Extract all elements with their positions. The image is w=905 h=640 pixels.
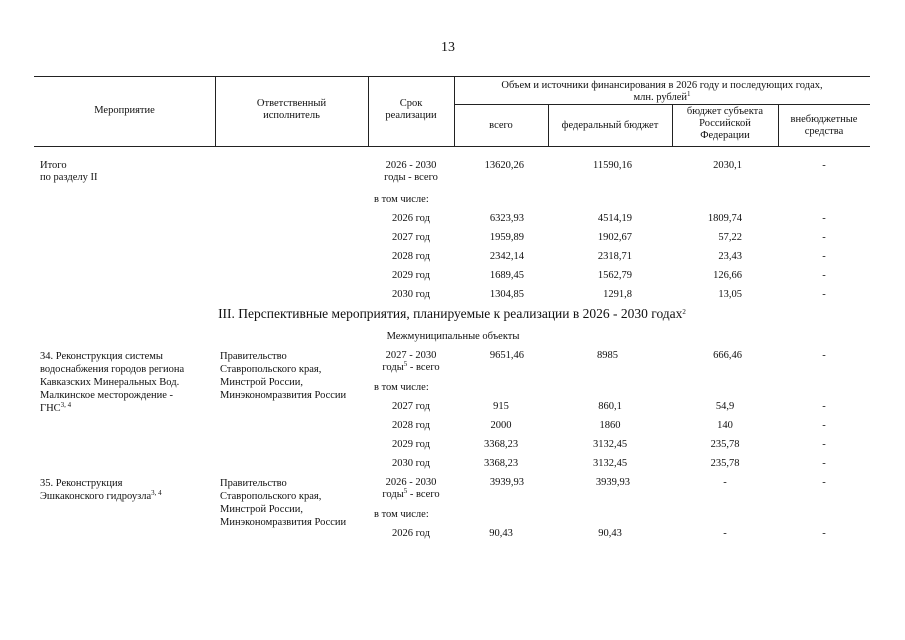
year-label: 2029 год [392,270,430,281]
year-federal: 3132,45 [592,458,628,469]
year-regional: 1809,74 [707,213,742,224]
item34-regional: 666,46 [713,350,742,361]
year-extra: - [822,251,826,262]
header-responsible: Ответственный исполнитель [256,98,327,121]
item34-federal: 8985 [597,350,618,361]
total-regional: 2030,1 [713,160,742,171]
year-label: 2027 год [392,232,430,243]
header-funding: Объем и источники финансирования в 2026 году и последующих годах, млн. рублей$^1$ [501,80,823,103]
year-extra: - [822,289,826,300]
section-title: III. Перспективные мероприятия, планируемые к реализации в 2026 - 2030 годах$^2$ [218,306,686,321]
year-regional: 126,66 [713,270,742,281]
year-label: 2026 год [392,213,430,224]
item34-responsible: Правительство Ставропольского края, Минстрой России, Минэкономразвития России [220,351,347,401]
year-label: 2028 год [392,420,430,431]
table-top-rule [34,76,870,77]
header-federal: федеральный бюджет [561,120,659,131]
year-regional: 235,78 [710,458,740,469]
year-regional: 235,78 [710,439,740,450]
year-regional: - [723,528,727,539]
item35-including: в том числе: [374,509,429,520]
total-federal: 11590,16 [593,160,632,171]
header-bottom-rule [34,146,870,147]
year-federal: 1562,79 [597,270,632,281]
header-regional: бюджет субъекта Российской Федерации [686,106,764,141]
item35-extra: - [822,477,826,488]
year-federal: 860,1 [598,401,622,412]
year-total: 915 [493,401,509,412]
year-extra: - [822,439,826,450]
year-label: 2030 год [392,458,430,469]
total-label: Итого по разделу II [40,160,98,183]
year-label: 2030 год [392,289,430,300]
year-extra: - [822,401,826,412]
year-regional: 23,43 [718,251,742,262]
total-extra: - [822,160,826,171]
year-label: 2027 год [392,401,430,412]
year-federal: 1860 [599,420,621,431]
year-label: 2026 год [392,528,430,539]
item35-term: 2026 - 2030 годы$^5$ - всего [382,477,440,500]
year-extra: - [822,528,826,539]
year-total: 3368,23 [483,458,519,469]
year-total: 1689,45 [489,270,524,281]
year-total: 90,43 [489,528,513,539]
total-including: в том числе: [374,194,429,205]
year-extra: - [822,270,826,281]
item35-federal: 3939,93 [595,477,630,488]
total-sum: 13620,26 [484,160,524,171]
year-extra: - [822,213,826,224]
year-federal: 3132,45 [592,439,628,450]
year-label: 2029 год [392,439,430,450]
year-total: 1959,89 [489,232,524,243]
year-regional: 140 [717,420,733,431]
year-total: 6323,93 [489,213,524,224]
year-federal: 1291,8 [603,289,632,300]
year-extra: - [822,458,826,469]
item35-label: 35. Реконструкция Эшкаконского гидроузла$^{3, 4}$ [40,478,162,502]
year-extra: - [822,420,826,431]
year-regional: 54,9 [715,401,735,412]
item35-responsible: Правительство Ставропольского края, Минстрой России, Минэкономразвития России [220,478,347,528]
header-term: Срок реализации [385,98,437,121]
section-subtitle: Межмуниципальные объекты [386,331,520,342]
item34-extra: - [822,350,826,361]
year-federal: 2318,71 [597,251,632,262]
year-regional: 13,05 [718,289,742,300]
funding-sub-rule [454,104,870,105]
item34-label: 34. Реконструкция системы водоснабжения городов региона Кавказских Минеральных Вод. Малкинское месторождение - ГНС$^{3, 4}$ [40,351,185,414]
item35-total: 3939,93 [489,477,524,488]
page-number: 13 [441,40,455,55]
year-total: 3368,23 [483,439,519,450]
year-extra: - [822,232,826,243]
year-federal: 4514,19 [597,213,632,224]
item35-regional: - [723,477,727,488]
year-federal: 1902,67 [597,232,632,243]
year-total: 1304,85 [489,289,524,300]
year-total: 2000 [490,420,512,431]
header-extra: внебюджетные средства [790,114,858,137]
header-total: всего [489,120,513,131]
year-regional: 57,22 [718,232,742,243]
year-federal: 90,43 [598,528,622,539]
item34-including: в том числе: [374,382,429,393]
item34-total: 9651,46 [489,350,524,361]
total-term: 2026 - 2030 годы - всего [384,160,438,183]
year-total: 2342,14 [489,251,524,262]
item34-term: 2027 - 2030 годы$^5$ - всего [382,350,440,373]
header-activity: Мероприятие [94,105,155,116]
year-label: 2028 год [392,251,430,262]
